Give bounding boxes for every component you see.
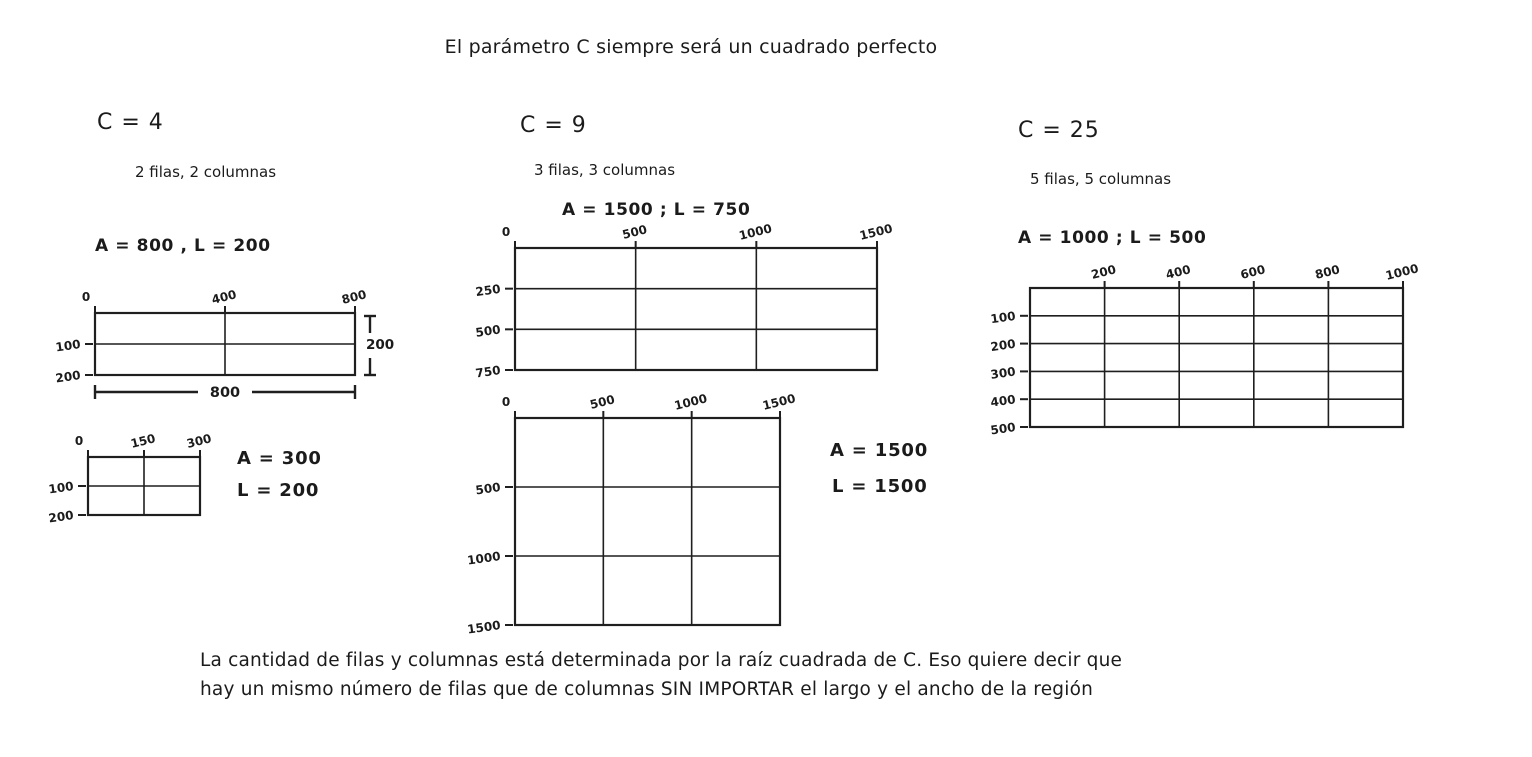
section-c4-subheading: 2 filas, 2 columnas: [135, 163, 277, 181]
section-c4-formula: A = 800 , L = 200: [95, 236, 271, 256]
y-tick-label: 250: [474, 281, 502, 300]
grid-c4-small: [36, 423, 288, 571]
section-c25-subheading: 5 filas, 5 columnas: [1030, 170, 1172, 188]
x-tick-label: 1500: [761, 391, 797, 413]
x-tick-label: 0: [74, 434, 84, 448]
x-tick-label: 200: [1089, 262, 1118, 282]
section-c9-subheading: 3 filas, 3 columnas: [534, 161, 676, 179]
x-tick-label: 1000: [672, 391, 709, 413]
x-tick-label: 800: [340, 287, 368, 307]
y-tick-label: 200: [54, 368, 82, 386]
x-tick-label: 1500: [858, 221, 894, 243]
y-tick-label: 500: [474, 480, 502, 498]
y-tick-label: 500: [474, 322, 502, 340]
x-tick-label: 400: [1164, 262, 1193, 282]
x-tick-label: 0: [501, 395, 511, 409]
y-tick-label: 200: [989, 336, 1017, 355]
x-tick-label: 0: [501, 225, 511, 239]
y-tick-label: 100: [989, 308, 1017, 327]
x-tick-label: 500: [620, 222, 649, 242]
y-tick-label: 300: [989, 364, 1017, 382]
dim-bottom-label: 800: [209, 385, 241, 401]
x-tick-label: 800: [1313, 262, 1342, 282]
x-tick-label: 300: [185, 431, 213, 451]
x-tick-label: 500: [588, 392, 617, 412]
y-tick-label: 100: [47, 479, 75, 497]
grid-c4-main: [43, 279, 443, 431]
annotation-c4-area: A = 300: [237, 448, 322, 469]
x-tick-label: 400: [210, 287, 238, 307]
annotation-c9-length: L = 1500: [832, 476, 928, 497]
annotation-c9-area: A = 1500: [830, 440, 929, 461]
y-tick-label: 500: [989, 420, 1017, 438]
dim-right-label: 200: [366, 337, 395, 353]
y-tick-label: 200: [47, 508, 75, 526]
grid-border: [515, 248, 877, 370]
footer-line-2: hay un mismo número de filas que de columnas SIN IMPORTAR el largo y el ancho de la región: [200, 679, 1094, 700]
y-tick-label: 750: [474, 363, 502, 381]
y-tick-label: 1500: [466, 618, 502, 637]
footer-note: [200, 646, 1122, 704]
grid-border: [515, 418, 780, 625]
footer-line-1: La cantidad de filas y columnas está determinada por la raíz cuadrada de C. Eso quiere decir que: [200, 650, 1123, 671]
section-c25-heading: C = 25: [1018, 118, 1100, 143]
x-tick-label: 150: [129, 431, 157, 451]
grid-border: [1030, 288, 1403, 427]
y-tick-label: 1000: [466, 549, 502, 568]
x-tick-label: 1000: [737, 221, 774, 243]
section-c25-formula: A = 1000 ; L = 500: [1018, 228, 1207, 248]
x-tick-label: 600: [1238, 262, 1267, 282]
grid-c25-main: [978, 254, 1491, 483]
section-c4-heading: C = 4: [97, 110, 164, 135]
page-title: El parámetro C siempre será un cuadrado perfecto: [444, 36, 938, 58]
x-tick-label: 1000: [1384, 261, 1420, 283]
annotation-c4-length: L = 200: [237, 480, 320, 501]
section-c9-heading: C = 9: [520, 113, 587, 138]
section-c9-formula: A = 1500 ; L = 750: [562, 200, 751, 220]
grid-c9-square: [463, 384, 868, 681]
y-tick-label: 400: [989, 392, 1017, 410]
x-tick-label: 0: [81, 290, 91, 304]
y-tick-label: 100: [54, 337, 82, 355]
